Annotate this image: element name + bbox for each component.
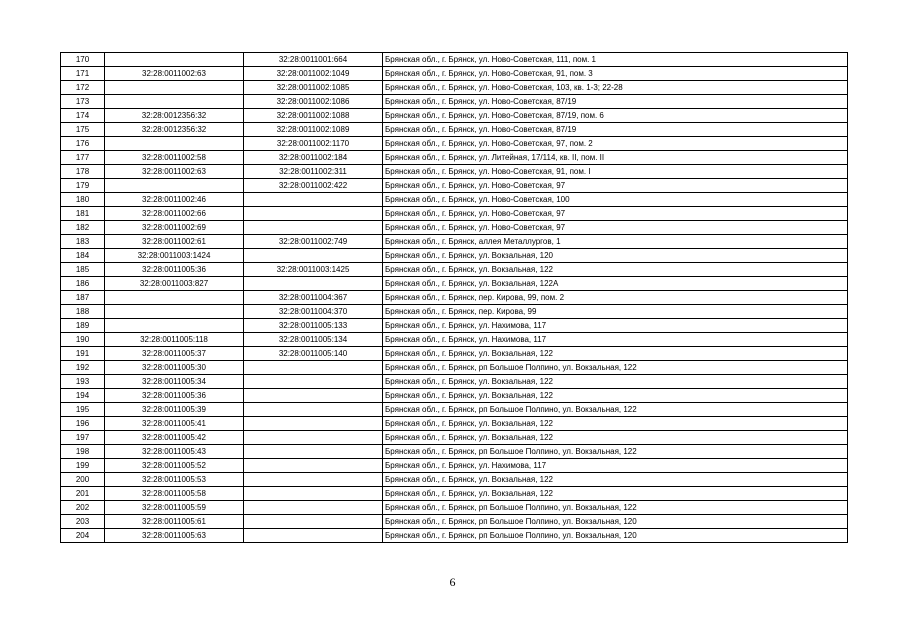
address-cell: Брянская обл., г. Брянск, рп Большое Полпино, ул. Вокзальная, 122 <box>383 403 848 417</box>
object-cadastral-number-cell <box>244 501 383 515</box>
table-row <box>61 487 848 501</box>
row-number-cell: 172 <box>61 81 105 95</box>
row-number-cell: 182 <box>61 221 105 235</box>
object-cadastral-number-cell: 32:28:0011002:1085 <box>244 81 383 95</box>
row-number-cell: 176 <box>61 137 105 151</box>
row-number-cell: 179 <box>61 179 105 193</box>
table-row <box>61 207 848 221</box>
object-cadastral-number-cell: 32:28:0011005:133 <box>244 319 383 333</box>
table-row <box>61 305 848 319</box>
object-cadastral-number-cell <box>244 459 383 473</box>
table-row <box>61 263 848 277</box>
table-row <box>61 389 848 403</box>
land-cadastral-number-cell <box>105 53 244 67</box>
object-cadastral-number-cell: 32:28:0011005:140 <box>244 347 383 361</box>
table-row <box>61 361 848 375</box>
table-row <box>61 403 848 417</box>
row-number-cell: 202 <box>61 501 105 515</box>
table-row <box>61 347 848 361</box>
address-cell: Брянская обл., г. Брянск, аллея Металлургов, 1 <box>383 235 848 249</box>
table-row <box>61 221 848 235</box>
address-cell: Брянская обл., г. Брянск, ул. Вокзальная, 122 <box>383 389 848 403</box>
row-number-cell: 190 <box>61 333 105 347</box>
row-number-cell: 183 <box>61 235 105 249</box>
address-cell: Брянская обл., г. Брянск, ул. Ново-Советская, 103, кв. 1-3; 22-28 <box>383 81 848 95</box>
address-cell: Брянская обл., г. Брянск, ул. Вокзальная, 122 <box>383 263 848 277</box>
row-number-cell: 200 <box>61 473 105 487</box>
land-cadastral-number-cell: 32:28:0011003:827 <box>105 277 244 291</box>
table-row <box>61 277 848 291</box>
table-row <box>61 81 848 95</box>
address-cell: Брянская обл., г. Брянск, ул. Вокзальная, 122 <box>383 417 848 431</box>
land-cadastral-number-cell: 32:28:0011005:118 <box>105 333 244 347</box>
table-row <box>61 319 848 333</box>
land-cadastral-number-cell: 32:28:0011002:69 <box>105 221 244 235</box>
land-cadastral-number-cell <box>105 291 244 305</box>
table-row <box>61 515 848 529</box>
address-cell: Брянская обл., г. Брянск, рп Большое Полпино, ул. Вокзальная, 120 <box>383 529 848 543</box>
table-row <box>61 529 848 543</box>
land-cadastral-number-cell: 32:28:0012356:32 <box>105 109 244 123</box>
object-cadastral-number-cell: 32:28:0011005:134 <box>244 333 383 347</box>
address-cell: Брянская обл., г. Брянск, ул. Вокзальная, 122А <box>383 277 848 291</box>
table-row <box>61 417 848 431</box>
object-cadastral-number-cell <box>244 487 383 501</box>
row-number-cell: 185 <box>61 263 105 277</box>
address-cell: Брянская обл., г. Брянск, рп Большое Полпино, ул. Вокзальная, 122 <box>383 445 848 459</box>
land-cadastral-number-cell: 32:28:0011005:39 <box>105 403 244 417</box>
row-number-cell: 180 <box>61 193 105 207</box>
land-cadastral-number-cell: 32:28:0011005:43 <box>105 445 244 459</box>
address-cell: Брянская обл., г. Брянск, ул. Нахимова, 117 <box>383 333 848 347</box>
land-cadastral-number-cell: 32:28:0011002:61 <box>105 235 244 249</box>
object-cadastral-number-cell <box>244 389 383 403</box>
land-cadastral-number-cell: 32:28:0011005:63 <box>105 529 244 543</box>
address-cell: Брянская обл., г. Брянск, ул. Ново-Советская, 87/19, пом. 6 <box>383 109 848 123</box>
address-cell: Брянская обл., г. Брянск, ул. Вокзальная, 122 <box>383 487 848 501</box>
table-row <box>61 95 848 109</box>
address-cell: Брянская обл., г. Брянск, ул. Вокзальная, 120 <box>383 249 848 263</box>
address-cell: Брянская обл., г. Брянск, ул. Нахимова, 117 <box>383 319 848 333</box>
address-cell: Брянская обл., г. Брянск, ул. Литейная, 17/114, кв. II, пом. II <box>383 151 848 165</box>
object-cadastral-number-cell <box>244 431 383 445</box>
object-cadastral-number-cell: 32:28:0011003:1425 <box>244 263 383 277</box>
row-number-cell: 178 <box>61 165 105 179</box>
address-cell: Брянская обл., г. Брянск, ул. Вокзальная, 122 <box>383 431 848 445</box>
object-cadastral-number-cell <box>244 403 383 417</box>
address-cell: Брянская обл., г. Брянск, ул. Ново-Советская, 97 <box>383 207 848 221</box>
object-cadastral-number-cell <box>244 249 383 263</box>
address-cell: Брянская обл., г. Брянск, ул. Вокзальная, 122 <box>383 347 848 361</box>
address-cell: Брянская обл., г. Брянск, ул. Ново-Советская, 97 <box>383 221 848 235</box>
land-cadastral-number-cell: 32:28:0011005:42 <box>105 431 244 445</box>
land-cadastral-number-cell: 32:28:0011002:58 <box>105 151 244 165</box>
object-cadastral-number-cell <box>244 417 383 431</box>
table-row <box>61 151 848 165</box>
object-cadastral-number-cell <box>244 529 383 543</box>
object-cadastral-number-cell: 32:28:0011002:1089 <box>244 123 383 137</box>
row-number-cell: 186 <box>61 277 105 291</box>
address-cell: Брянская обл., г. Брянск, ул. Ново-Советская, 97, пом. 2 <box>383 137 848 151</box>
address-cell: Брянская обл., г. Брянск, ул. Ново-Советская, 91, пом. 3 <box>383 67 848 81</box>
row-number-cell: 191 <box>61 347 105 361</box>
row-number-cell: 192 <box>61 361 105 375</box>
table-row <box>61 375 848 389</box>
object-cadastral-number-cell: 32:28:0011002:749 <box>244 235 383 249</box>
land-cadastral-number-cell: 32:28:0011002:63 <box>105 67 244 81</box>
land-cadastral-number-cell: 32:28:0011005:41 <box>105 417 244 431</box>
row-number-cell: 194 <box>61 389 105 403</box>
address-cell: Брянская обл., г. Брянск, ул. Ново-Советская, 87/19 <box>383 95 848 109</box>
row-number-cell: 184 <box>61 249 105 263</box>
address-cell: Брянская обл., г. Брянск, ул. Вокзальная, 122 <box>383 473 848 487</box>
object-cadastral-number-cell: 32:28:0011002:1049 <box>244 67 383 81</box>
address-cell: Брянская обл., г. Брянск, рп Большое Полпино, ул. Вокзальная, 122 <box>383 501 848 515</box>
row-number-cell: 199 <box>61 459 105 473</box>
table-row <box>61 165 848 179</box>
row-number-cell: 174 <box>61 109 105 123</box>
land-cadastral-number-cell: 32:28:0011005:37 <box>105 347 244 361</box>
table-body <box>61 53 848 543</box>
land-cadastral-number-cell <box>105 179 244 193</box>
table-row <box>61 109 848 123</box>
land-cadastral-number-cell: 32:28:0011005:30 <box>105 361 244 375</box>
row-number-cell: 187 <box>61 291 105 305</box>
land-cadastral-number-cell: 32:28:0011002:46 <box>105 193 244 207</box>
object-cadastral-number-cell <box>244 221 383 235</box>
row-number-cell: 204 <box>61 529 105 543</box>
object-cadastral-number-cell <box>244 515 383 529</box>
row-number-cell: 175 <box>61 123 105 137</box>
land-cadastral-number-cell <box>105 319 244 333</box>
table-row <box>61 235 848 249</box>
row-number-cell: 201 <box>61 487 105 501</box>
table-row <box>61 137 848 151</box>
land-cadastral-number-cell: 32:28:0011005:53 <box>105 473 244 487</box>
address-cell: Брянская обл., г. Брянск, пер. Кирова, 99, пом. 2 <box>383 291 848 305</box>
address-cell: Брянская обл., г. Брянск, ул. Ново-Советская, 97 <box>383 179 848 193</box>
land-cadastral-number-cell: 32:28:0011005:59 <box>105 501 244 515</box>
table-row <box>61 179 848 193</box>
object-cadastral-number-cell: 32:28:0011002:1086 <box>244 95 383 109</box>
row-number-cell: 193 <box>61 375 105 389</box>
table-row <box>61 249 848 263</box>
land-cadastral-number-cell: 32:28:0012356:32 <box>105 123 244 137</box>
row-number-cell: 173 <box>61 95 105 109</box>
object-cadastral-number-cell: 32:28:0011004:370 <box>244 305 383 319</box>
table-row <box>61 431 848 445</box>
row-number-cell: 171 <box>61 67 105 81</box>
object-cadastral-number-cell <box>244 193 383 207</box>
land-cadastral-number-cell <box>105 137 244 151</box>
cadastral-table <box>60 52 848 543</box>
land-cadastral-number-cell: 32:28:0011005:36 <box>105 263 244 277</box>
page-number: 6 <box>449 575 456 589</box>
row-number-cell: 197 <box>61 431 105 445</box>
address-cell: Брянская обл., г. Брянск, ул. Ново-Советская, 87/19 <box>383 123 848 137</box>
land-cadastral-number-cell <box>105 95 244 109</box>
land-cadastral-number-cell: 32:28:0011005:34 <box>105 375 244 389</box>
address-cell: Брянская обл., г. Брянск, пер. Кирова, 99 <box>383 305 848 319</box>
row-number-cell: 195 <box>61 403 105 417</box>
land-cadastral-number-cell: 32:28:0011002:66 <box>105 207 244 221</box>
table-row <box>61 291 848 305</box>
address-cell: Брянская обл., г. Брянск, ул. Ново-Советская, 111, пом. 1 <box>383 53 848 67</box>
row-number-cell: 170 <box>61 53 105 67</box>
land-cadastral-number-cell: 32:28:0011005:36 <box>105 389 244 403</box>
object-cadastral-number-cell: 32:28:0011002:1170 <box>244 137 383 151</box>
land-cadastral-number-cell <box>105 81 244 95</box>
land-cadastral-number-cell: 32:28:0011002:63 <box>105 165 244 179</box>
object-cadastral-number-cell <box>244 277 383 291</box>
land-cadastral-number-cell: 32:28:0011005:52 <box>105 459 244 473</box>
object-cadastral-number-cell: 32:28:0011001:664 <box>244 53 383 67</box>
object-cadastral-number-cell <box>244 361 383 375</box>
table-row <box>61 53 848 67</box>
land-cadastral-number-cell: 32:28:0011003:1424 <box>105 249 244 263</box>
table-row <box>61 501 848 515</box>
address-cell: Брянская обл., г. Брянск, ул. Ново-Советская, 100 <box>383 193 848 207</box>
row-number-cell: 196 <box>61 417 105 431</box>
row-number-cell: 188 <box>61 305 105 319</box>
row-number-cell: 203 <box>61 515 105 529</box>
object-cadastral-number-cell: 32:28:0011004:367 <box>244 291 383 305</box>
row-number-cell: 181 <box>61 207 105 221</box>
table-row <box>61 473 848 487</box>
land-cadastral-number-cell: 32:28:0011005:58 <box>105 487 244 501</box>
row-number-cell: 189 <box>61 319 105 333</box>
object-cadastral-number-cell: 32:28:0011002:422 <box>244 179 383 193</box>
table-row <box>61 193 848 207</box>
object-cadastral-number-cell: 32:28:0011002:1088 <box>244 109 383 123</box>
address-cell: Брянская обл., г. Брянск, рп Большое Полпино, ул. Вокзальная, 120 <box>383 515 848 529</box>
land-cadastral-number-cell: 32:28:0011005:61 <box>105 515 244 529</box>
table-row <box>61 123 848 137</box>
land-cadastral-number-cell <box>105 305 244 319</box>
object-cadastral-number-cell <box>244 445 383 459</box>
table-row <box>61 333 848 347</box>
object-cadastral-number-cell <box>244 473 383 487</box>
table-row <box>61 459 848 473</box>
object-cadastral-number-cell: 32:28:0011002:311 <box>244 165 383 179</box>
table-row <box>61 67 848 81</box>
address-cell: Брянская обл., г. Брянск, ул. Ново-Советская, 91, пом. I <box>383 165 848 179</box>
row-number-cell: 177 <box>61 151 105 165</box>
object-cadastral-number-cell <box>244 375 383 389</box>
row-number-cell: 198 <box>61 445 105 459</box>
address-cell: Брянская обл., г. Брянск, ул. Нахимова, 117 <box>383 459 848 473</box>
address-cell: Брянская обл., г. Брянск, ул. Вокзальная, 122 <box>383 375 848 389</box>
address-cell: Брянская обл., г. Брянск, рп Большое Полпино, ул. Вокзальная, 122 <box>383 361 848 375</box>
table-row <box>61 445 848 459</box>
object-cadastral-number-cell <box>244 207 383 221</box>
object-cadastral-number-cell: 32:28:0011002:184 <box>244 151 383 165</box>
